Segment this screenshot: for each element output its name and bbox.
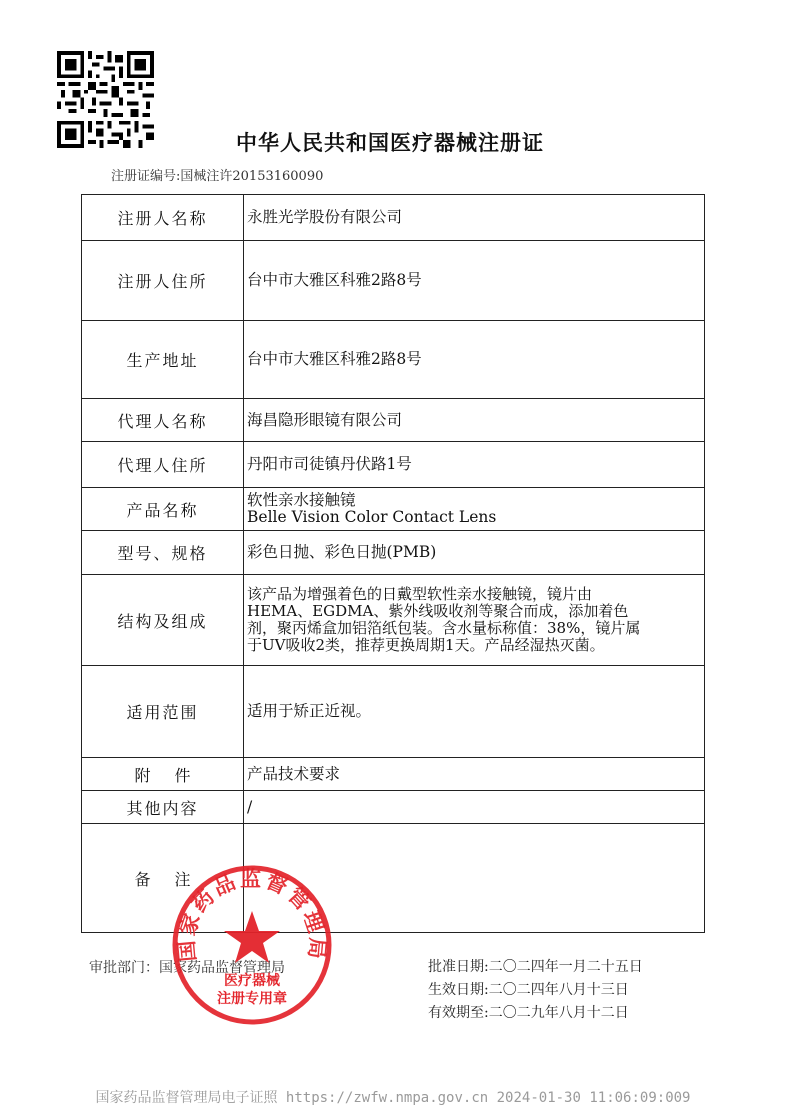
row-value: 产品技术要求 (244, 758, 705, 791)
registration-number-value: 国械注许20153160090 (180, 169, 324, 184)
row-value: 永胜光学股份有限公司 (244, 195, 705, 241)
table-row (82, 195, 705, 241)
registration-number-label: 注册证编号: (111, 169, 181, 184)
row-key: 生产地址 (82, 321, 244, 399)
e-license-footer: 国家药品监督管理局电子证照 https://zwfw.nmpa.gov.cn 2024-01-30 11:06:09:009 (95, 1090, 691, 1106)
row-value: 台中市大雅区科雅2路8号 (244, 241, 705, 321)
date-block (428, 956, 643, 1025)
valid-until-date: 有效期至:二〇二九年八月十二日 (428, 1005, 629, 1021)
table-row (82, 241, 705, 321)
seal-line1: 医疗器械 (224, 973, 280, 989)
row-value: 彩色日抛、彩色日抛(PMB) (244, 531, 705, 575)
row-value: 该产品为增强着色的日戴型软性亲水接触镜，镜片由 HEMA、EGDMA、紫外线吸收剂等聚合而成，添加着色 剂，聚丙烯盒加铝箔纸包装。含水量标称值：38%，镜片属 于UV吸收2类，推荐更换周期1天。产品经湿热灭菌。 (244, 575, 705, 666)
row-value: / (244, 791, 705, 824)
row-value: 台中市大雅区科雅2路8号 (244, 321, 705, 399)
table-row (82, 758, 705, 791)
certificate-title: 中华人民共和国医疗器械注册证 (236, 131, 544, 155)
row-key: 代理人名称 (82, 399, 244, 442)
row-value: 海昌隐形眼镜有限公司 (244, 399, 705, 442)
certificate-table (81, 194, 705, 933)
row-value: 丹阳市司徒镇丹伏路1号 (244, 442, 705, 488)
table-row (82, 442, 705, 488)
row-key: 附件 (82, 758, 244, 791)
row-key: 适用范围 (82, 666, 244, 758)
row-key: 结构及组成 (82, 575, 244, 666)
seal-arc-text: 国家药品监督管理局 (174, 866, 330, 963)
row-key: 代理人住所 (82, 442, 244, 488)
table-row (82, 666, 705, 758)
effective-date: 生效日期:二〇二四年八月十三日 (428, 982, 629, 998)
approval-department-label: 审批部门： (89, 960, 159, 976)
seal-line2: 注册专用章 (217, 991, 287, 1007)
table-row (82, 399, 705, 442)
row-key: 型号、规格 (82, 531, 244, 575)
row-key: 产品名称 (82, 488, 244, 531)
row-key: 注册人住所 (82, 241, 244, 321)
approval-department-value: 国家药品监督管理局 (159, 960, 285, 976)
table-row (82, 791, 705, 824)
row-value: 适用于矫正近视。 (244, 666, 705, 758)
star-icon (224, 911, 280, 963)
row-value: 软性亲水接触镜 Belle Vision Color Contact Lens (244, 488, 705, 531)
table-row (82, 575, 705, 666)
table-row (82, 488, 705, 531)
registration-number (111, 165, 323, 184)
table-row (82, 321, 705, 399)
official-seal (170, 863, 334, 1027)
row-key: 注册人名称 (82, 195, 244, 241)
row-key: 备注 (82, 824, 244, 933)
row-key: 其他内容 (82, 791, 244, 824)
approve-date: 批准日期:二〇二四年一月二十五日 (428, 959, 643, 975)
table-row (82, 531, 705, 575)
